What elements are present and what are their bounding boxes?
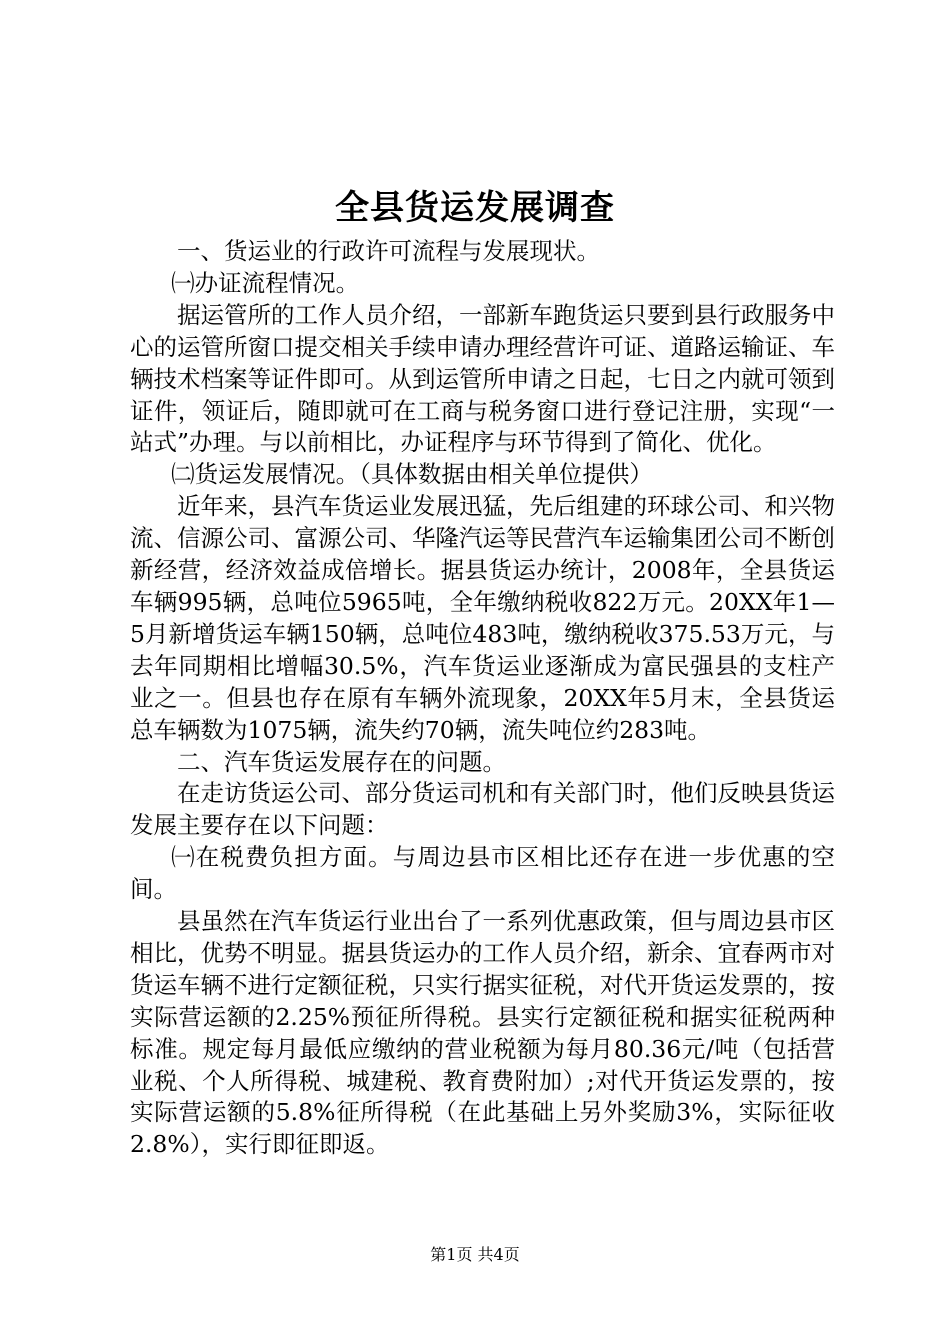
subsection-heading-2-1: ㈠在税费负担方面。与周边县市区相比还存在进一步优惠的空间。 bbox=[130, 843, 835, 904]
subsection-heading-1-2: ㈡货运发展情况。（具体数据由相关单位提供） bbox=[171, 460, 653, 489]
section-heading-2: 二、汽车货运发展存在的问题。 bbox=[177, 747, 506, 776]
page-title: 全县货运发展调查 bbox=[335, 188, 615, 228]
subsection-heading-1-1: ㈠办证流程情况。 bbox=[171, 268, 360, 297]
document-body bbox=[130, 236, 835, 1161]
paragraph-freight-development: 近年来，县汽车货运业发展迅猛，先后组建的环球公司、和兴物流、信源公司、富源公司、华隆汽运等民营汽车运输集团公司不断创新经营，经济效益成倍增长。据县货运办统计，2008年，全县货运车辆995辆，总吨位5965吨，全年缴纳税收822万元。20XX年1—5月新增货运车辆150辆，总吨位483吨，缴纳税收375.53万元，与去年同期相比增幅30.5%，汽车货运业逐渐成为富民强县的支柱产业之一。但县也存在原有车辆外流现象，20XX年5月末，全县货运总车辆数为1075辆，流失约70辆，流失吨位约283吨。 bbox=[130, 492, 835, 744]
paragraph-tax-burden: 县虽然在汽车货运行业出台了一系列优惠政策，但与周边县市区相比，优势不明显。据县货运办的工作人员介绍，新余、宜春两市对货运车辆不进行定额征税，只实行据实征税，对代开货运发票的，按实际营运额的2.25%预征所得税。县实行定额征税和据实征税两种标准。规定每月最低应缴纳的营业税额为每月80.36元/吨（包括营业税、个人所得税、城建税、教育费附加）;对代开货运发票的，按实际营运额的5.8%征所得税（在此基础上另外奖励3%，实际征收2.8%），实行即征即返。 bbox=[130, 907, 835, 1159]
page-footer: 第1页 共4页 bbox=[430, 1245, 520, 1264]
section-heading-1: 一、货运业的行政许可流程与发展现状。 bbox=[177, 237, 600, 265]
paragraph-licensing-process: 据运管所的工作人员介绍，一部新车跑货运只要到县行政服务中心的运管所窗口提交相关手续申请办理经营许可证、道路运输证、车辆技术档案等证件即可。从到运管所申请之日起，七日之内就可领到证件，领证后，随即就可在工商与税务窗口进行登记注册，实现“一站式”办理。与以前相比，办证程序与环节得到了简化、优化。 bbox=[130, 300, 835, 457]
paragraph-problems-intro: 在走访货运公司、部分货运司机和有关部门时，他们反映县货运发展主要存在以下问题： bbox=[130, 779, 835, 840]
